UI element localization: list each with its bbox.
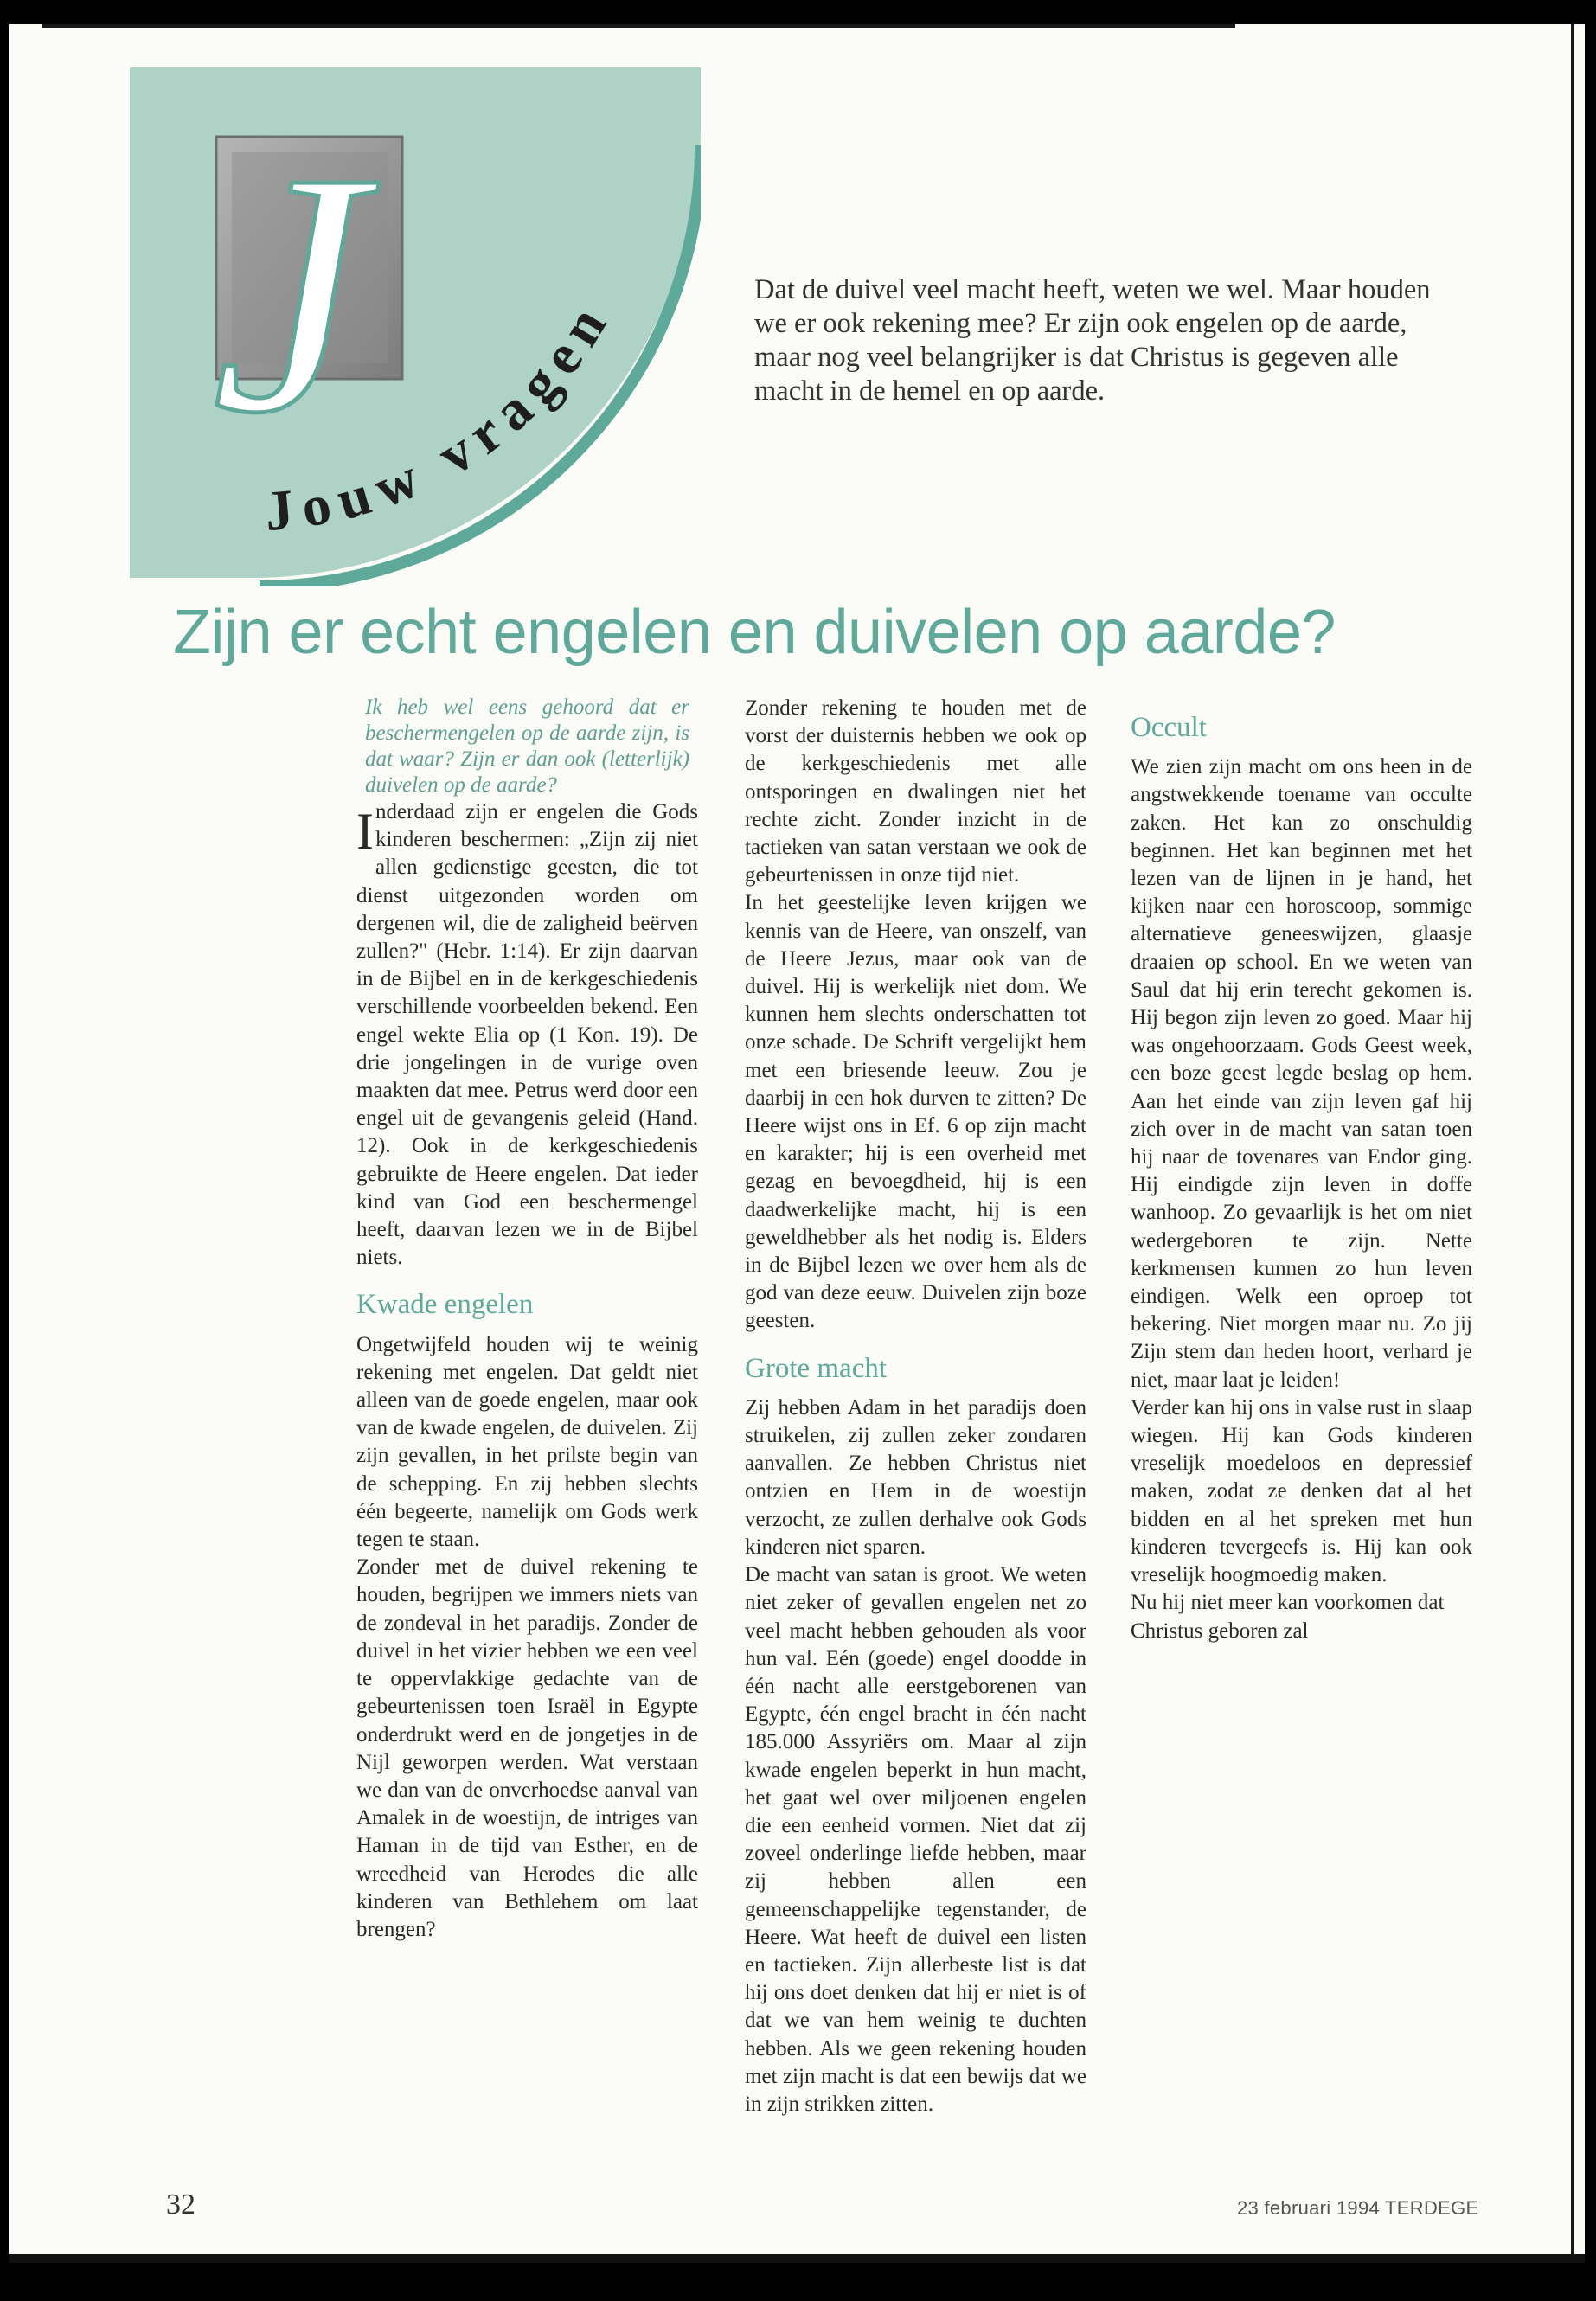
section-logo [130,33,701,586]
footer-credit: 23 februari 1994 TERDEGE [1237,2197,1479,2219]
logo-letter: J [212,101,366,484]
page-title: Zijn er echt engelen en duivelen op aarde? [173,598,1336,667]
magazine-page [9,24,1585,2263]
paragraph: Zonder met de duivel rekening te houden, begrijpen we immers niets van de zondeval in het paradijs. Zonder de duivel in het vizier hebben we een veel te oppervlakkige gedachte van de gebeurtenissen toen Israël in Egypte onderdrukt werd en de jongetjes in de Nijl geworpen werden. Wat verstaan we dan van de onverhoedse aanval van Amalek in de woestijn, de intriges van Haman in de tijd van Esther, en de wreedheid van Herodes die alle kinderen van Bethlehem om laat brengen? [356,1555,698,1941]
text-column-3 [1131,695,1472,1645]
subheading-kwade-engelen: Kwade engelen [356,1289,534,1321]
reader-question: Ik heb wel eens gehoord dat er beschermengelen op de aarde zijn, is dat waar? Zijn er dan ook (letterlijk) duivelen op de aarde? [365,695,689,797]
text-column-2 [745,695,1086,2118]
paragraph: Nu hij niet meer kan voorkomen dat Christus geboren zal [1131,1591,1445,1643]
right-rule [1571,24,1574,2263]
paragraph: Zij hebben Adam in het paradijs doen struikelen, zij zullen zeker zondaren aanvallen. Ze hebben Christus niet ontzien en Hem in de woestijn verzocht, ze zullen derhalve ook Gods kinderen niet sparen. [745,1395,1086,1559]
paragraph: Inderdaad zijn er engelen die Gods kinderen beschermen: „Zijn zij niet allen gedienstige geesten, die tot dienst uitgezonden worden om dergenen wil, die de zaligheid beërven zullen?" (Hebr. 1:14). Er zijn daarvan in de Bijbel en in de kerkgeschiedenis verschillende voorbeelden bekend. Een engel wekte Elia op (1 Kon. 19). De drie jongelingen in de vurige oven maakten dat mee. Petrus werd door een engel uit de gevangenis geleid (Hand. 12). Ook in de kerkgeschiedenis gebruikte de Heere engelen. Dat ieder kind van God een beschermengel heeft, daarvan lezen we in de Bijbel niets. [356,800,698,1270]
paragraph: Verder kan hij ons in valse rust in slaap wiegen. Hij kan Gods kinderen vreselijk moedeloos en depressief maken, zodat ze denken dat al het bidden en al het spreken met hun kinderen tevergeefs is. Hij kan ook vreselijk hoogmoedig maken. [1131,1395,1472,1587]
subheading-occult: Occult [1131,712,1207,743]
subheading-grote-macht: Grote macht [745,1352,888,1384]
intro-text: Dat de duivel veel macht heeft, weten we wel. Maar houden we er ook rekening mee? Er zijn ook engelen op de aarde, maar nog veel belangrijker is dat Christus is gegeven alle macht in de hemel en op aarde. [754,274,1431,407]
paragraph: We zien zijn macht om ons heen in de angstwekkende toename van occulte zaken. Het kan zo onschuldig beginnen. Het kan beginnen met het lezen van de lijnen in je hand, het kijken naar een horoscoop, sommige alternatieve geneeswijzen, glaasje draaien op school. En we weten van Saul dat hij erin terecht gekomen is. Hij begon zijn leven zo goed. Maar hij was ongehoorzaam. Gods Geest week, een boze geest legde beslag op hem. Aan het einde van zijn leven gaf hij zich over in de macht van satan toen hij naar de tovenares van Endor ging. Hij eindigde zijn leven in doffe wanhoop. Zo gevaarlijk is het om niet wedergeboren te zijn. Nette kerkmensen kunnen zo hun leven eindigen. Welk een oproep tot bekering. Niet morgen maar nu. Zo jij Zijn stem dan heden hoort, verhard je niet, maar laat je leiden! [1131,755,1472,1392]
top-rule [42,24,1235,28]
drop-cap: I [356,803,374,860]
paragraph: De macht van satan is groot. We weten niet zeker of gevallen engelen net zo veel macht hebben gehouden als voor hun val. Eén (goede) engel doodde in één nacht alle eerstgeborenen van Egypte, één engel bracht in één nacht 185.000 Assyriërs om. Maar al zijn kwade engelen beperkt in hun macht, het gaat wel over miljoenen engelen die een eenheid vormen. Niet dat zij zoveel onderlinge liefde hebben, maar zij hebben allen een gemeenschappelijke tegenstander, de Heere. Wat heeft de duivel een listen en tactieken. Zijn allerbeste list is dat hij ons doet denken dat hij er niet is of dat we van hem weinig te duchten hebben. Als we geen rekening houden met zijn macht is dat een bewijs dat we in zijn strikken zitten. [745,1563,1086,2116]
section-title: Jouw vragen [262,287,625,544]
text-column-1 [356,695,698,1944]
paragraph: In het geestelijke leven krijgen we kennis van de Heere, van onszelf, van de Heere Jezus, maar ook van de duivel. Hij is werkelijk niet dom. We kunnen hem slechts onderschatten tot onze schade. De Schrift vergelijkt hem met een briesende leeuw. Zou je daarbij in een hok durven te zitten? De Heere wijst ons in Ef. 6 op zijn macht en karakter; hij is een overheid met gezag en bevoegdheid, hij is een daadwerkelijke macht, hij is een geweldhebber als het nodig is. Elders in de Bijbel lezen we over hem als de god van deze eeuw. Duivelen zijn boze geesten. [745,891,1086,1333]
bottom-rule [9,2254,1585,2263]
page-number: 32 [166,2189,195,2221]
paragraph: Ongetwijfeld houden wij te weinig rekening met engelen. Dat geldt niet alleen van de goede engelen, maar ook van de kwade engelen, de duivelen. Zij zijn gevallen, in het prilste begin van de schepping. En zij hebben slechts één begeerte, namelijk om Gods werk tegen te staan. [356,1332,698,1552]
paragraph: Zonder rekening te houden met de vorst der duisternis hebben we ook op de kerkgeschiedenis met alle ontsporingen en dwalingen niet het rechte zicht. Zonder inzicht in de tactieken van satan verstaan we ook de gebeurtenissen in onze tijd niet. [745,696,1086,888]
